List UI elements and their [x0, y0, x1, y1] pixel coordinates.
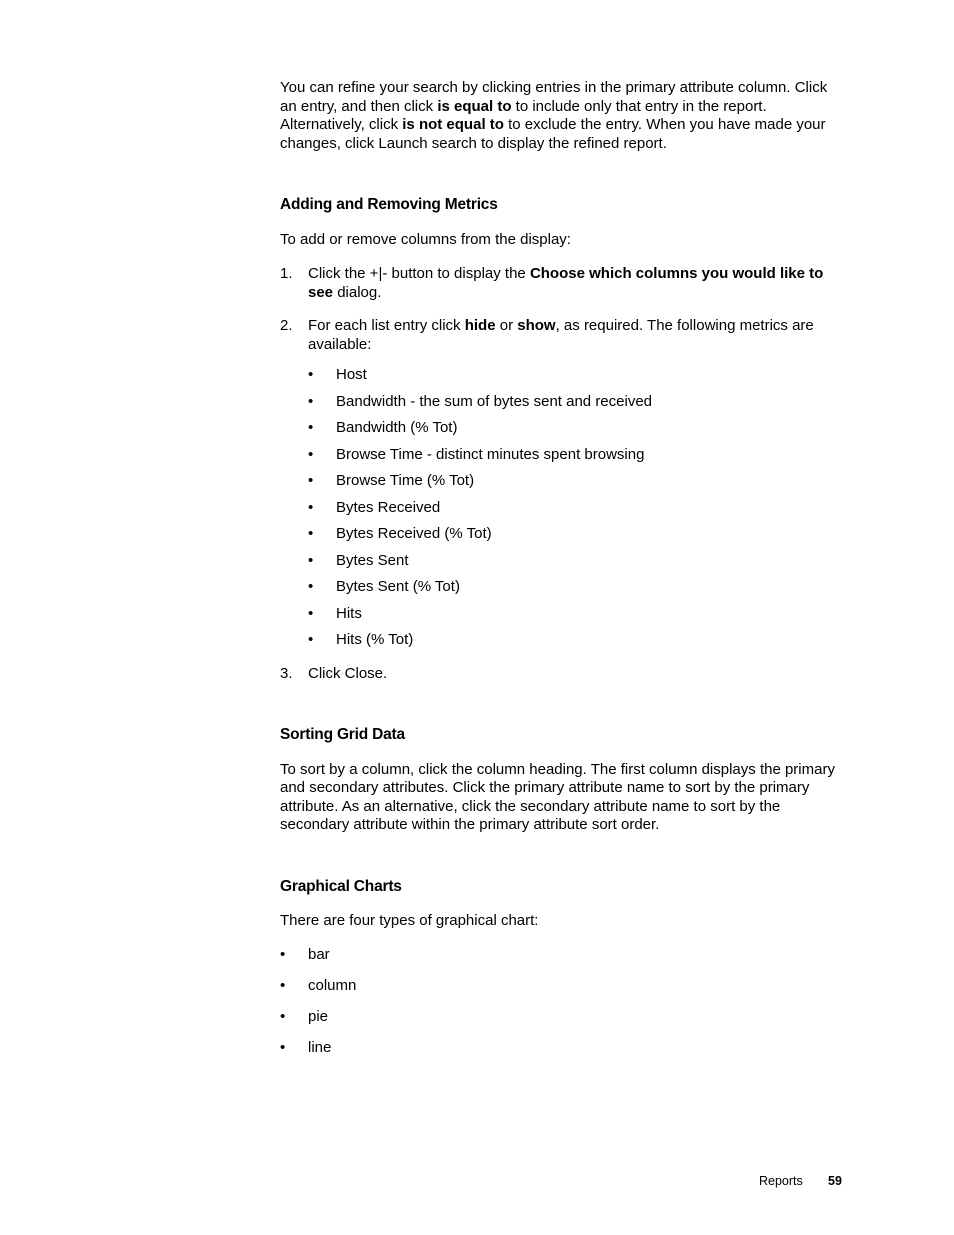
step-1-text: Click the +|- button to display the [308, 265, 530, 282]
step-3-text: Click Close. [308, 664, 388, 682]
list-item-text: Bandwidth - the sum of bytes sent and received [336, 392, 653, 410]
step-2-bold-show: show [517, 317, 556, 334]
chart-types-list [280, 946, 846, 1058]
list-item-text: Bytes Received (% Tot) [336, 525, 492, 542]
bullet-icon: • [280, 945, 286, 963]
step-1 [280, 265, 846, 302]
bullet-icon: • [280, 976, 286, 994]
bullet-icon: • [308, 392, 314, 410]
list-item [308, 552, 846, 571]
intro-text-1: You can refine your search by clicking entries in the primary attribute column. Click an entry, and then click [280, 79, 828, 115]
list-item [280, 977, 846, 996]
sorting-paragraph: To sort by a column, click the column heading. The first column displays the primary and secondary attributes. Click the primary attribute name to sort by the primary attribute. As an alternative, click the secondary attribute name to sort by the secondary attribute within the primary attribute sort order. [280, 760, 835, 833]
step-number: 1. [280, 265, 293, 282]
charts-heading: Graphical Charts [280, 877, 402, 895]
bullet-icon: • [308, 604, 314, 622]
metrics-lead: To add or remove columns from the display: [280, 230, 571, 248]
list-item [308, 499, 846, 518]
bullet-icon: • [308, 498, 314, 516]
footer-page-number: 59 [828, 1174, 842, 1188]
step-1-text-end: dialog. [333, 283, 382, 301]
intro-bold-is-equal-to: is equal to [437, 97, 512, 115]
list-item-text: Bandwidth (% Tot) [336, 419, 458, 436]
footer-section-label: Reports [759, 1174, 803, 1188]
bullet-icon: • [308, 578, 314, 595]
bullet-icon: • [308, 551, 314, 569]
step-3 [280, 665, 846, 684]
page-content [280, 79, 846, 1057]
list-item [308, 605, 846, 624]
metrics-list [308, 366, 846, 650]
list-item-text: Host [336, 366, 367, 383]
list-item [308, 472, 846, 491]
list-item-text: Bytes Sent [336, 551, 409, 569]
list-item-text: pie [308, 1007, 329, 1025]
list-item-text: Hits (% Tot) [336, 631, 414, 648]
list-item [308, 366, 846, 385]
metrics-heading: Adding and Removing Metrics [280, 196, 498, 213]
bullet-icon: • [280, 1038, 286, 1056]
step-1-dialog-name: Choose which columns you would like to see [308, 265, 824, 301]
metrics-steps [280, 265, 846, 683]
bullet-icon: • [308, 472, 314, 489]
list-item-text: Bytes Received [336, 498, 441, 516]
list-item [308, 419, 846, 438]
list-item [280, 1008, 846, 1027]
step-2-text-or: or [495, 317, 518, 334]
list-item-text: Hits [336, 604, 362, 622]
bullet-icon: • [308, 445, 314, 463]
step-number: 3. [280, 664, 293, 682]
step-2 [280, 317, 846, 650]
bullet-icon: • [308, 525, 314, 542]
step-2-bold-hide: hide [464, 317, 496, 334]
intro-bold-is-not-equal-to: is not equal to [402, 116, 504, 133]
list-item-text: Bytes Sent (% Tot) [336, 578, 460, 595]
bullet-icon: • [308, 366, 314, 383]
list-item [308, 631, 846, 650]
list-item-text: line [308, 1038, 332, 1056]
step-2-text: For each list entry click [308, 317, 465, 334]
list-item [308, 446, 846, 465]
intro-text-2: to include only that entry in the report. Alternatively, click [280, 97, 767, 133]
list-item [308, 578, 846, 597]
intro-text-3: to exclude the entry. When you have made your changes, click Launch search to display the refined report. [280, 116, 826, 152]
intro-paragraph [280, 79, 846, 153]
list-item [308, 525, 846, 544]
list-item-text: Browse Time (% Tot) [336, 472, 475, 489]
charts-lead: There are four types of graphical chart: [280, 912, 539, 929]
sorting-heading: Sorting Grid Data [280, 726, 405, 743]
list-item-text: bar [308, 945, 330, 963]
bullet-icon: • [308, 419, 314, 436]
step-number: 2. [280, 317, 293, 334]
list-item [280, 946, 846, 965]
list-item-text: column [308, 976, 357, 994]
bullet-icon: • [280, 1007, 286, 1025]
list-item [280, 1039, 846, 1058]
bullet-icon: • [308, 631, 314, 648]
step-2-text-end: , as required. The following metrics are available: [308, 317, 814, 353]
list-item-text: Browse Time - distinct minutes spent browsing [336, 445, 645, 463]
list-item [308, 393, 846, 412]
